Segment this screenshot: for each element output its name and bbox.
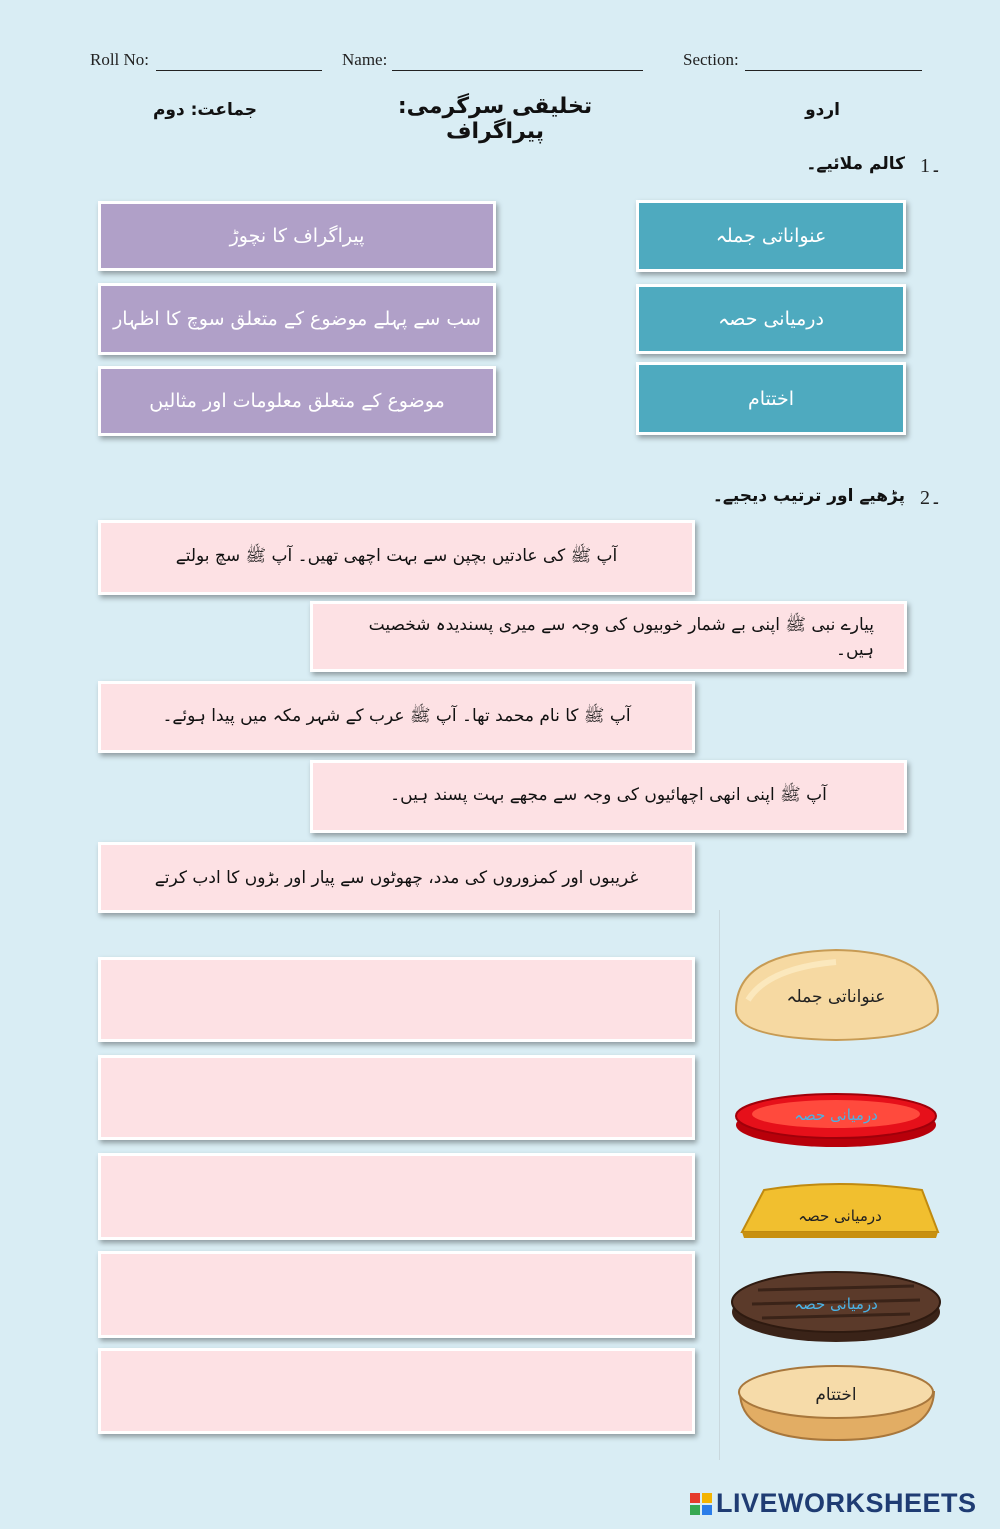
roll-no-label: Roll No: [90, 50, 150, 69]
answer-drop-box-3[interactable] [98, 1153, 695, 1240]
top-bun-icon [736, 950, 938, 1040]
sentence-card-5[interactable]: غریبوں اور کمزوروں کی مدد، چھوٹوں سے پیار اور بڑوں کا ادب کرتے [98, 842, 695, 913]
bottom-bun-icon [739, 1366, 934, 1440]
sentence-card-1[interactable]: آپ ﷺ کی عادتیں بچپن سے بہت اچھی تھیں۔ آپ ﷺ سچ بولتے [98, 520, 695, 595]
section-field[interactable] [745, 52, 922, 71]
logo-text: LIVEWORKSHEETS [716, 1488, 977, 1518]
q1-number: 1۔ [920, 155, 942, 177]
section-label: Section: [683, 50, 739, 69]
liveworksheets-logo [690, 1488, 977, 1519]
sentence-card-2[interactable]: پیارے نبی ﷺ اپنی بے شمار خوبیوں کی وجہ سے میری پسندیدہ شخصیت ہیں۔ [310, 601, 907, 672]
column-divider [719, 910, 720, 1460]
match-left-1[interactable]: پیراگراف کا نچوڑ [98, 201, 496, 271]
burger-label-5: اختتام [815, 1385, 857, 1405]
sentence-card-4[interactable]: آپ ﷺ اپنی انھی اچھائیوں کی وجہ سے مجھے بہت پسند ہیں۔ [310, 760, 907, 833]
q2-number: 2۔ [920, 487, 942, 509]
grade-label: جماعت: دوم [152, 100, 258, 120]
burger-label-2: درمیانی حصہ [794, 1106, 878, 1124]
roll-no-field[interactable] [156, 52, 322, 71]
tomato-slice-icon [736, 1094, 936, 1147]
match-left-3[interactable]: موضوع کے متعلق معلومات اور مثالیں [98, 366, 496, 436]
subject-label: اردو [805, 100, 840, 120]
cheese-slice-icon [742, 1184, 938, 1238]
burger-label-4: درمیانی حصہ [794, 1295, 878, 1313]
burger-label-3: درمیانی حصہ [798, 1207, 882, 1225]
match-right-1[interactable]: عنواناتی جملہ [636, 200, 906, 272]
q2-instruction: پڑھیے اور ترتیب دیجیے۔ [712, 486, 905, 506]
name-label: Name: [342, 50, 388, 69]
name-field[interactable] [392, 52, 643, 71]
page-title: تخلیقی سرگرمی: پیراگراف [397, 94, 593, 144]
match-left-2[interactable]: سب سے پہلے موضوع کے متعلق سوچ کا اظہار [98, 283, 496, 355]
logo-badge-icon [690, 1493, 712, 1515]
meat-patty-icon [732, 1272, 940, 1342]
q1-instruction: کالم ملائیے۔ [806, 154, 905, 174]
sentence-card-3[interactable]: آپ ﷺ کا نام محمد تھا۔ آپ ﷺ عرب کے شہر مکہ میں پیدا ہوئے۔ [98, 681, 695, 753]
answer-drop-box-4[interactable] [98, 1251, 695, 1338]
match-right-3[interactable]: اختتام [636, 362, 906, 435]
match-right-2[interactable]: درمیانی حصہ [636, 284, 906, 354]
burger-label-1: عنواناتی جملہ [786, 987, 886, 1007]
answer-drop-box-5[interactable] [98, 1348, 695, 1434]
answer-drop-box-1[interactable] [98, 957, 695, 1042]
answer-drop-box-2[interactable] [98, 1055, 695, 1140]
burger-svg [728, 940, 943, 1450]
burger-illustration [728, 940, 943, 1450]
